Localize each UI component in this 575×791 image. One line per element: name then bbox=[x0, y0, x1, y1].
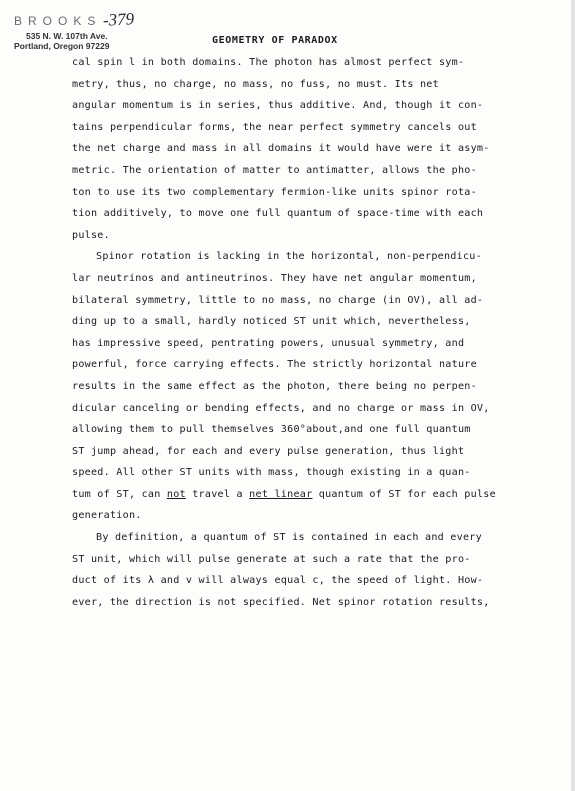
scan-edge bbox=[571, 0, 575, 791]
text-line: By definition, a quantum of ST is contained in each and every bbox=[96, 532, 482, 544]
text-line: ST jump ahead, for each and every pulse generation, thus light bbox=[72, 445, 465, 457]
text-line: tains perpendicular forms, the near perfect symmetry cancels out bbox=[72, 121, 477, 133]
text-line: generation. bbox=[72, 510, 142, 522]
text-line: metry, thus, no charge, no mass, no fuss, no must. Its net bbox=[72, 78, 439, 90]
text-line: cal spin l in both domains. The photon has almost perfect sym- bbox=[72, 57, 465, 68]
stamp-address-street: 535 N. W. 107th Ave. bbox=[26, 31, 108, 41]
text-line: ton to use its two complementary fermion-like units spinor rota- bbox=[72, 186, 477, 198]
text-line: allowing them to pull themselves 360°about,and one full quantum bbox=[72, 424, 471, 436]
page-title: GEOMETRY OF PARADOX bbox=[212, 35, 338, 46]
stamp-address-city: Portland, Oregon 97229 bbox=[14, 41, 110, 51]
text-line: results in the same effect as the photon, there being no perpen- bbox=[72, 380, 477, 392]
text-line: powerful, force carrying effects. The strictly horizontal nature bbox=[72, 359, 477, 371]
text-line: bilateral symmetry, little to no mass, no charge (in OV), all ad- bbox=[72, 294, 484, 306]
text-line: lar neutrinos and antineutrinos. They have net angular momentum, bbox=[72, 272, 477, 284]
text-line: pulse. bbox=[72, 229, 110, 241]
text-line: the net charge and mass in all domains it would have were it asym- bbox=[72, 143, 490, 155]
text-line: ever, the direction is not specified. Net spinor rotation results, bbox=[72, 596, 490, 608]
text-line: Spinor rotation is lacking in the horizontal, non-perpendicu- bbox=[96, 251, 482, 263]
text-line: has impressive speed, pentrating powers, unusual symmetry, and bbox=[72, 337, 465, 349]
text-line: ding up to a small, hardly noticed ST unit which, nevertheless, bbox=[72, 316, 471, 328]
handwritten-number: -379 bbox=[102, 9, 135, 30]
text-line: tion additively, to move one full quantum of space-time with each bbox=[72, 208, 484, 220]
text-line: ST unit, which will pulse generate at such a rate that the pro- bbox=[72, 553, 471, 565]
text-line: angular momentum is in series, thus additive. And, though it con- bbox=[72, 100, 484, 112]
text-line: dicular canceling or bending effects, and no charge or mass in OV, bbox=[72, 402, 490, 414]
text-line: tum of ST, can not travel a net linear quantum of ST for each pulse bbox=[72, 488, 496, 500]
text-line: speed. All other ST units with mass, though existing in a quan- bbox=[72, 467, 471, 479]
text-line: metric. The orientation of matter to antimatter, allows the pho- bbox=[72, 164, 477, 176]
return-address-stamp bbox=[14, 10, 214, 51]
body-text bbox=[72, 52, 532, 613]
text-line: duct of its λ and v will always equal c, the speed of light. How- bbox=[72, 575, 484, 587]
stamp-name: BROOKS bbox=[14, 14, 102, 28]
